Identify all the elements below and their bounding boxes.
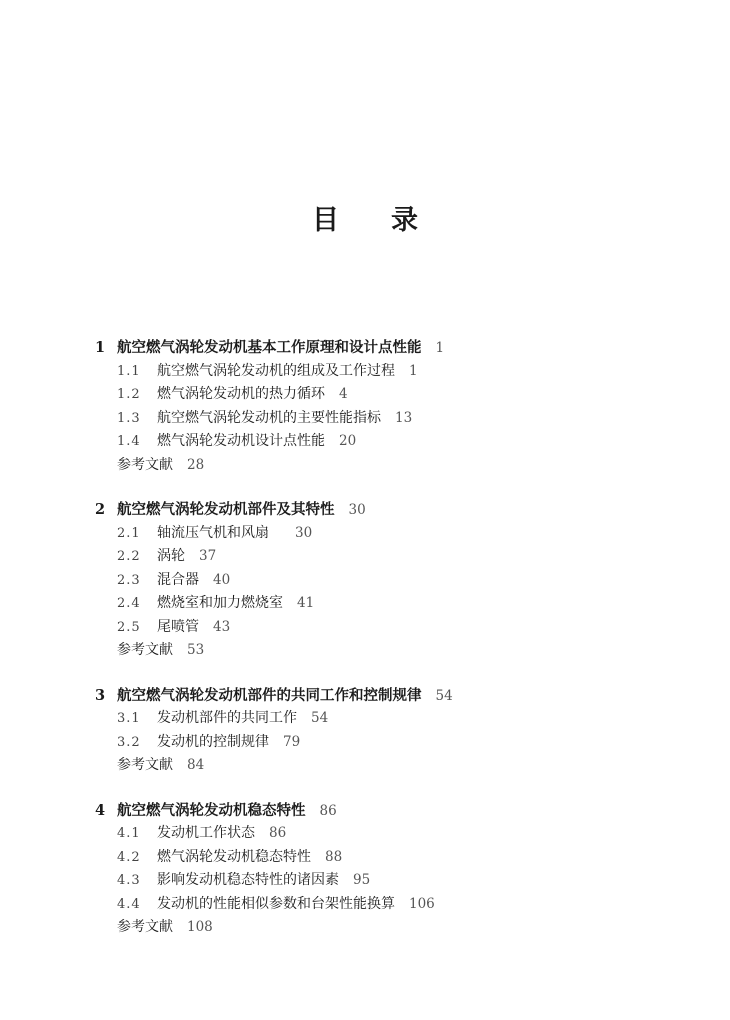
chapter-2 [95, 498, 695, 663]
page-number: 41 [297, 595, 315, 611]
section-entry[interactable] [95, 869, 695, 893]
page-number: 20 [339, 433, 357, 449]
references-entry[interactable] [95, 754, 695, 778]
chapter-title: 航空燃气涡轮发动机基本工作原理和设计点性能 [117, 339, 422, 356]
section-number: 1.4 [117, 434, 141, 449]
section-number: 1.1 [117, 363, 141, 379]
section-number: 4.2 [117, 849, 141, 865]
page-number: 88 [325, 848, 343, 865]
chapter-number: 2 [95, 501, 106, 518]
section-number: 2.1 [117, 525, 141, 541]
chapter-title: 航空燃气涡轮发动机稳态特性 [117, 801, 306, 819]
page-number: 86 [269, 825, 287, 841]
section-entry[interactable] [95, 846, 695, 870]
references-entry[interactable] [95, 916, 695, 940]
page-number: 54 [435, 687, 453, 704]
section-entry[interactable] [95, 360, 695, 384]
section-title: 发动机工作状态 [157, 825, 255, 841]
section-number: 1.3 [117, 410, 141, 426]
page-number: 106 [409, 895, 435, 912]
section-number: 2.4 [117, 596, 141, 611]
section-number: 4.4 [117, 896, 141, 912]
chapter-heading[interactable] [95, 684, 695, 708]
section-entry[interactable] [95, 569, 695, 593]
section-entry[interactable] [95, 707, 695, 731]
section-title: 涡轮 [157, 548, 185, 564]
page-number: 43 [213, 618, 231, 635]
page-number: 1 [409, 362, 418, 379]
title-char-1: 目 [312, 205, 339, 236]
section-entry[interactable] [95, 383, 695, 407]
section-number: 1.2 [117, 387, 141, 402]
page-number: 28 [187, 456, 205, 473]
page-number: 30 [348, 502, 366, 518]
chapter-3 [95, 684, 695, 778]
chapter-number: 4 [95, 801, 106, 819]
chapter-title: 航空燃气涡轮发动机部件的共同工作和控制规律 [117, 686, 422, 704]
section-number: 2.2 [117, 549, 141, 564]
section-number: 2.3 [117, 572, 141, 588]
chapter-4 [95, 799, 695, 940]
page-number: 13 [395, 409, 413, 426]
page-number: 4 [339, 386, 348, 402]
section-entry[interactable] [95, 545, 695, 569]
chapter-heading[interactable] [95, 498, 695, 522]
chapter-number: 3 [95, 686, 106, 704]
page-number: 79 [283, 733, 301, 750]
references-entry[interactable] [95, 454, 695, 478]
chapter-1 [95, 336, 695, 477]
section-title: 燃气涡轮发动机的热力循环 [157, 386, 325, 402]
references-entry[interactable] [95, 639, 695, 663]
page-number: 30 [295, 524, 313, 541]
table-of-contents [95, 336, 695, 961]
section-title: 发动机的控制规律 [157, 733, 269, 750]
page-number: 40 [213, 571, 231, 588]
page-title [0, 198, 730, 237]
page-number: 53 [187, 642, 205, 658]
section-entry[interactable] [95, 592, 695, 616]
section-number: 3.1 [117, 711, 141, 726]
section-number: 2.5 [117, 619, 141, 635]
section-title: 影响发动机稳态特性的诸因素 [157, 872, 339, 888]
page-number: 1 [435, 340, 445, 356]
chapter-number: 1 [95, 339, 106, 356]
references-title: 参考文献 [117, 642, 173, 658]
chapter-heading[interactable] [95, 799, 695, 823]
chapter-title: 航空燃气涡轮发动机部件及其特性 [117, 501, 335, 518]
section-entry[interactable] [95, 430, 695, 454]
references-title: 参考文献 [117, 757, 173, 773]
section-entry[interactable] [95, 522, 695, 546]
section-entry[interactable] [95, 616, 695, 640]
section-title: 发动机部件的共同工作 [157, 710, 297, 726]
section-title: 发动机的性能相似参数和台架性能换算 [157, 895, 395, 912]
references-title: 参考文献 [117, 456, 173, 473]
section-title: 航空燃气涡轮发动机的组成及工作过程 [157, 362, 395, 379]
references-title: 参考文献 [117, 919, 173, 935]
section-title: 混合器 [157, 571, 199, 588]
section-title: 轴流压气机和风扇 [157, 524, 269, 541]
section-number: 4.3 [117, 873, 141, 888]
section-number: 3.2 [117, 734, 141, 750]
section-entry[interactable] [95, 893, 695, 917]
page-number: 95 [353, 872, 371, 888]
section-title: 尾喷管 [157, 618, 199, 635]
page-number: 54 [311, 710, 329, 726]
section-title: 航空燃气涡轮发动机的主要性能指标 [157, 409, 381, 426]
section-title: 燃气涡轮发动机设计点性能 [157, 433, 325, 449]
page-number: 84 [187, 757, 205, 773]
page-number: 86 [319, 802, 337, 819]
section-entry[interactable] [95, 731, 695, 755]
section-entry[interactable] [95, 407, 695, 431]
page-number: 37 [199, 548, 217, 564]
section-number: 4.1 [117, 826, 141, 841]
page-number: 108 [187, 919, 213, 935]
chapter-heading[interactable] [95, 336, 695, 360]
title-char-2: 录 [391, 205, 418, 236]
section-title: 燃烧室和加力燃烧室 [157, 595, 283, 611]
section-entry[interactable] [95, 822, 695, 846]
section-title: 燃气涡轮发动机稳态特性 [157, 848, 311, 865]
